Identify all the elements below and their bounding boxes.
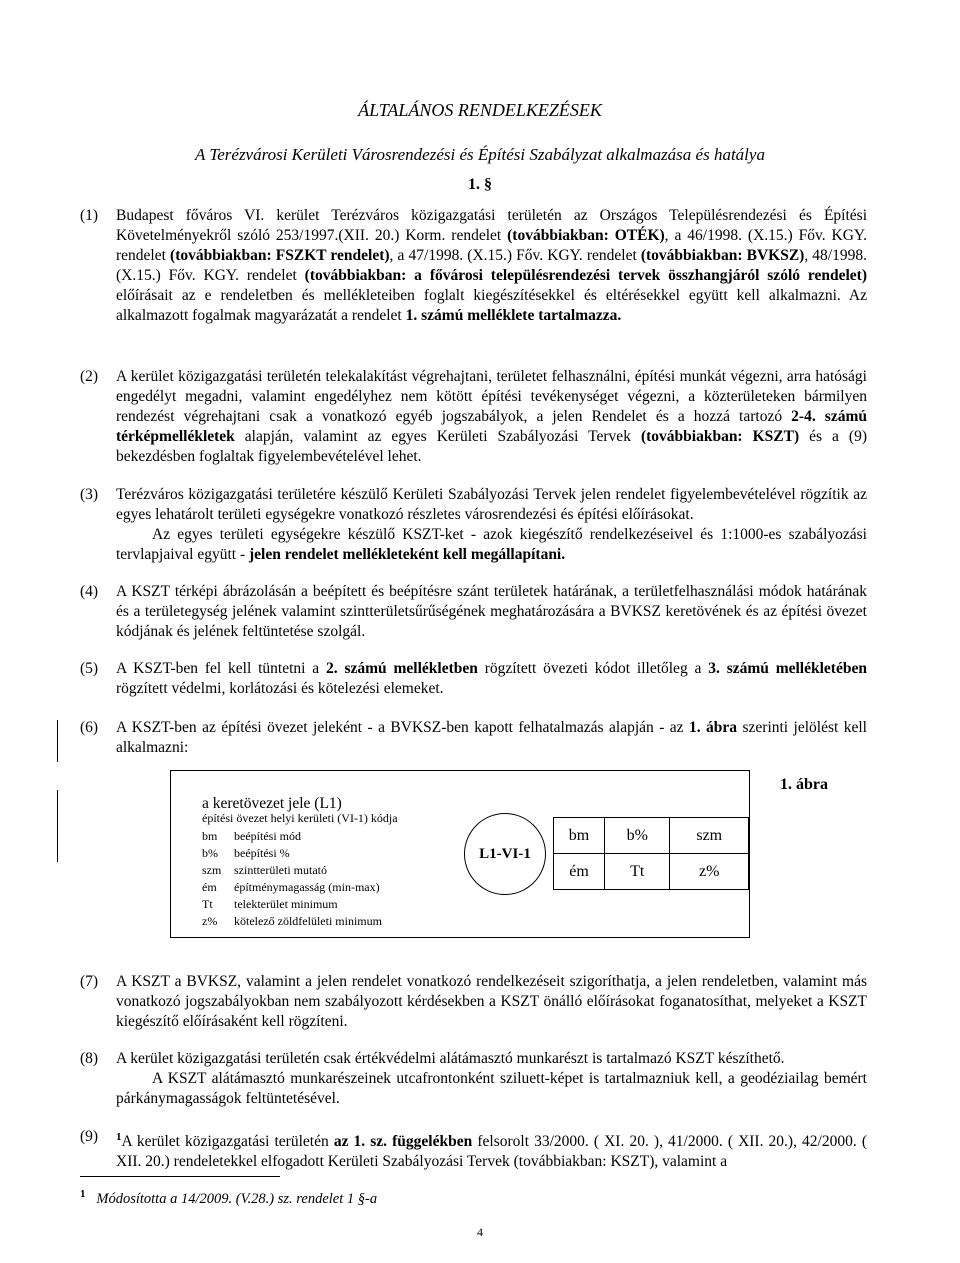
legend-value: kötelező zöldfelületi minimum bbox=[234, 914, 382, 928]
text-run: A kerület közigazgatási területén telekalakítást végrehajtani, területet felhasználni, építési munkát végezni, arra hatósági engedélyt megadni, valamint engedélyhez nem kötött építési tevékenységet végezni, a közterületeken bármilyen rendezést végrehajtani csak a vonatkozó egyéb jogszabályok, a jelen Rendelet és a hozzá tartozó bbox=[116, 368, 867, 425]
grid-cell: ém bbox=[554, 854, 605, 890]
legend-key: ém bbox=[202, 880, 217, 894]
paragraph-8 bbox=[80, 1049, 867, 1109]
text-run: alapján, valamint az egyes Kerületi Szabályozási Tervek bbox=[234, 428, 641, 445]
grid-row bbox=[554, 818, 749, 854]
legend-value: szintterületi mutató bbox=[234, 863, 327, 877]
footnote-marker: 1 bbox=[80, 1188, 86, 1200]
grid-row bbox=[554, 854, 749, 890]
page-title: ÁLTALÁNOS RENDELKEZÉSEK bbox=[358, 100, 602, 120]
grid-cell: bm bbox=[554, 818, 605, 854]
text-run-bold: (továbbiakban: BVKSZ) bbox=[640, 247, 805, 264]
paragraph-5 bbox=[80, 659, 867, 699]
legend-row bbox=[202, 897, 338, 912]
text-run-bold: (továbbiakban: OTÉK) bbox=[507, 227, 665, 244]
paragraph-text: A KSZT térképi ábrázolásán a beépített és beépítésre szánt területek határának, a területfelhasználási módok határának és a területegység jelének valamint szintterületsűrűségének meghatározására a BVKSZ keretövének és az építési övezet kódjának és jelének feltüntetése szolgál. bbox=[116, 583, 867, 640]
section-heading: 1. § bbox=[468, 176, 492, 193]
paragraph-text bbox=[116, 659, 867, 699]
text-run: rögzített védelmi, korlátozási és kötelezési elemeket. bbox=[116, 680, 444, 697]
text-run: rögzített övezeti kódot illetőleg a bbox=[477, 660, 709, 677]
text-run-bold: 2. számú mellékletben bbox=[326, 660, 478, 677]
legend-key: b% bbox=[202, 846, 218, 860]
figure-label: 1. ábra bbox=[780, 776, 828, 793]
paragraph-number: (2) bbox=[80, 368, 99, 385]
paragraph-text bbox=[116, 206, 867, 326]
grid-cell: Tt bbox=[605, 854, 670, 890]
grid-cell: b% bbox=[605, 818, 670, 854]
paragraph-2 bbox=[80, 367, 867, 467]
paragraph-text: A KSZT a BVKSZ, valamint a jelen rendelet vonatkozó rendelkezéseit szigoríthatja, a jelen rendeletben, valamint más vonatkozó jogszabályokban nem szabályozott kérdésekben a KSZT önálló előírásokat foganatosíthat, melyeket a KSZT kiegészítő előírásaként kell rögzíteni. bbox=[116, 973, 867, 1030]
legend-title: a keretövezet jele (L1) bbox=[202, 795, 342, 812]
paragraph-number: (3) bbox=[80, 486, 99, 503]
zone-code-circle bbox=[464, 813, 546, 895]
text-run: és a (9) bekezdésben foglaltak figyelembevételével lehet. bbox=[116, 428, 867, 465]
grid-cell: z% bbox=[670, 854, 749, 890]
legend-row bbox=[202, 829, 301, 844]
text-run: előírásait az e rendeletben és mellékleteiben foglalt kiegészítésekkel és eltérésekkel együtt kell alkalmazni. Az alkalmazott fogalmak magyarázatát a rendelet bbox=[116, 287, 867, 324]
text-run-bold: (továbbiakban: KSZT) bbox=[640, 428, 800, 445]
text-run: Az egyes területi egységekre készülő KSZT-ket - azok kiegészítő rendelkezéseivel és 1:1000-es szabályozási tervlapjaival együtt - bbox=[116, 526, 867, 563]
text-run: , a 47/1998. (X.15.) Főv. KGY. rendelet bbox=[389, 247, 641, 264]
paragraph-number: (7) bbox=[80, 973, 99, 990]
legend-key: z% bbox=[202, 914, 218, 928]
legend-subtitle: építési övezet helyi kerületi (VI-1) kódja bbox=[202, 811, 398, 825]
text-run: A KSZT-ben az építési övezet jeleként - a BVKSZ-ben kapott felhatalmazás alapján - az bbox=[116, 719, 689, 736]
page-number: 4 bbox=[477, 1225, 483, 1239]
text-run: felsorolt 33/2000. ( XI. 20. ), 41/2000. ( XII. 20.), 42/2000. ( XII. 20.) rendeletekkel elfogadott Kerületi Szabályozási Tervek (továbbiakban: KSZT), valamint a bbox=[116, 1133, 867, 1171]
text-run-bold: jelen rendelet mellékleteként kell megállapítani. bbox=[249, 546, 566, 563]
text-run-bold: (továbbiakban: a fővárosi településrendezési tervek összhangjáról szóló rendelet) bbox=[304, 267, 867, 284]
paragraph-1 bbox=[80, 206, 867, 326]
footnote-ref[interactable]: 1 bbox=[116, 1131, 122, 1143]
text-run: Terézváros közigazgatási területére készülő Kerületi Szabályozási Tervek jelen rendelet figyelembevételével rögzítik az egyes lehatárolt területi egységekre vonatkozó részletes városrendezési és építési előírásokat. bbox=[116, 486, 867, 523]
text-run: szerinti jelölést kell alkalmazni: bbox=[116, 719, 867, 756]
paragraph-text bbox=[116, 367, 867, 467]
legend-value: beépítési mód bbox=[234, 829, 301, 843]
text-run bbox=[116, 525, 867, 565]
text-run: , 48/1998. (X.15.) Főv. KGY. rendelet bbox=[116, 247, 867, 284]
change-bar bbox=[57, 790, 58, 862]
legend-key: bm bbox=[202, 829, 218, 843]
legend-row bbox=[202, 914, 382, 929]
text-run-bold: 2-4. számú térképmellékletek bbox=[116, 408, 867, 445]
text-run-bold: 3. számú mellékletében bbox=[708, 660, 867, 677]
zone-code: L1-VI-1 bbox=[479, 845, 531, 862]
paragraph-number: (4) bbox=[80, 583, 99, 600]
text-run-bold: az 1. sz. függelékben bbox=[333, 1133, 473, 1151]
text-run: A KSZT alátámasztó munkarészeinek utcafrontonként sziluett-képet is tartalmazniuk kell, a geodéziailag bemért párkánymagasságok feltüntetésével. bbox=[116, 1070, 867, 1107]
paragraph-number: (6) bbox=[80, 719, 99, 736]
text-run-bold: (továbbiakban: FSZKT rendelet) bbox=[170, 247, 390, 264]
text-run: A KSZT-ben fel kell tüntetni a bbox=[116, 660, 327, 677]
paragraph-number: (8) bbox=[80, 1050, 99, 1067]
footnote bbox=[80, 1188, 377, 1208]
legend-row bbox=[202, 846, 290, 861]
legend-row bbox=[202, 880, 380, 895]
text-run: A kerület közigazgatási területén bbox=[121, 1133, 334, 1151]
paragraph-text bbox=[116, 485, 867, 565]
paragraph-number: (9) bbox=[80, 1128, 99, 1145]
change-bar bbox=[57, 720, 58, 762]
paragraph-3 bbox=[80, 485, 867, 565]
footnote-text: Módosította a 14/2009. (V.28.) sz. rendelet 1 §-a bbox=[96, 1190, 378, 1207]
paragraph-number: (1) bbox=[80, 207, 99, 224]
paragraph-text bbox=[116, 1127, 867, 1172]
page-subtitle: A Terézvárosi Kerületi Városrendezési és Építési Szabályzat alkalmazása és hatálya bbox=[195, 145, 765, 164]
text-run-bold: 1. ábra bbox=[689, 719, 738, 736]
zone-parameter-grid bbox=[553, 817, 749, 890]
legend-key: Tt bbox=[202, 897, 213, 911]
grid-cell: szm bbox=[670, 818, 749, 854]
legend-value: telekterület minimum bbox=[234, 897, 338, 911]
paragraph-7 bbox=[80, 972, 867, 1032]
paragraph-number: (5) bbox=[80, 660, 99, 677]
legend-value: beépítési % bbox=[234, 846, 290, 860]
text-run: , a 46/1998. (X.15.) Főv. KGY. rendelet bbox=[116, 227, 867, 264]
text-run: Budapest főváros VI. kerület Terézváros közigazgatási területén az Országos Településrendezési és Építési Követelményekről szóló 253/1997.(XII. 20.) Korm. rendelet bbox=[116, 207, 867, 244]
paragraph-6 bbox=[80, 718, 867, 758]
paragraph-9 bbox=[80, 1127, 867, 1172]
legend-row bbox=[202, 863, 327, 878]
paragraph-4 bbox=[80, 582, 867, 642]
text-run: A kerület közigazgatási területén csak értékvédelmi alátámasztó munkarészt is tartalmazó KSZT készíthető. bbox=[116, 1050, 785, 1067]
legend-key: szm bbox=[202, 863, 222, 877]
text-run-bold: 1. számú melléklete tartalmazza. bbox=[405, 307, 622, 324]
legend-value: építménymagasság (min-max) bbox=[234, 880, 380, 894]
paragraph-text bbox=[116, 1049, 867, 1109]
footnote-divider bbox=[80, 1176, 280, 1177]
paragraph-text bbox=[116, 718, 867, 758]
